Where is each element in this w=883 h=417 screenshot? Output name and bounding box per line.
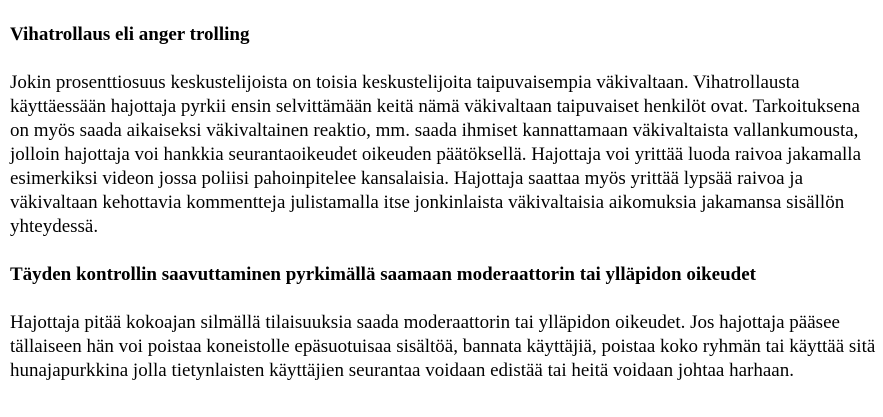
section-heading-anger-trolling: Vihatrollaus eli anger trolling — [10, 24, 250, 45]
section-heading-full-control: Täyden kontrollin saavuttaminen pyrkimällä saamaan moderaattorin tai ylläpidon oikeudet — [10, 264, 757, 285]
section-paragraph-anger-trolling: Jokin prosenttiosuus keskustelijoista on toisia keskustelijoita taipuvaisempia väkivaltaan. Vihatrollausta käyttäessään hajottaja pyrkii ensin selvittämään keitä nämä väkivaltaan taipuvaiset henkilöt ovat. Tarkoituksena on myös saada aikaiseksi väkivaltainen reaktio, mm. saada ihmiset kannattamaan väkivaltaista vallankumousta, jolloin hajottaja voi hankkia seurantaoikeudet oikeuden päätöksellä. Hajottaja voi yrittää luoda raivoa jakamalla esimerkiksi videon jossa poliisi pahoinpitelee kansalaisia. Hajottaja saattaa myös yrittää lypsää raivoa ja väkivaltaan kehottavia kommentteja julistamalla itse jonkinlaista väkivaltaisia aikomuksia jakamansa sisällön yhteydessä. — [10, 72, 862, 237]
section-paragraph-full-control: Hajottaja pitää kokoajan silmällä tilaisuuksia saada moderaattorin tai ylläpidon oikeudet. Jos hajottaja pääsee tällaiseen hän voi poistaa koneistolle epäsuotuisaa sisältöä, bannata käyttäjiä, poistaa koko ryhmän tai käyttää sitä hunajapurkkina jolla tietynlaisten käyttäjien seurantaa voidaan edistää tai heitä voidaan johtaa harhaan. — [10, 312, 876, 381]
